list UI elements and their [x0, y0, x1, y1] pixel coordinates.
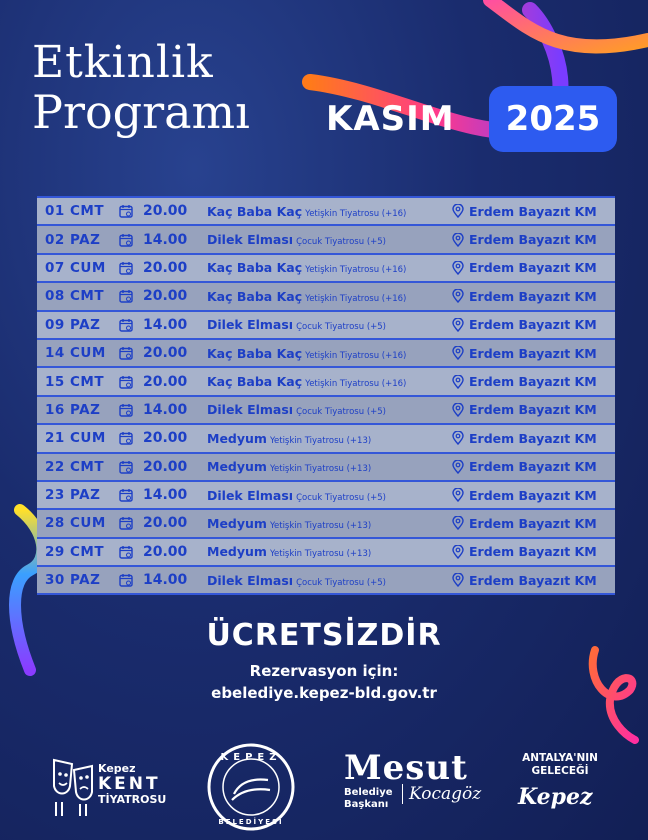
calendar-icon	[119, 289, 133, 303]
year-badge: 2025	[489, 86, 617, 152]
month-label: KASIM	[326, 99, 455, 139]
event-time: 20.00	[143, 259, 188, 276]
event-day: 30 PAZ	[45, 572, 101, 589]
play-genre: Yetişkin Tiyatrosu (+13)	[269, 464, 372, 475]
location-pin-icon	[451, 545, 465, 559]
calendar-icon	[119, 375, 133, 389]
calendar-icon	[119, 346, 133, 360]
play-genre: Çocuk Tiyatrosu (+5)	[296, 492, 386, 503]
calendar-icon	[119, 431, 133, 445]
event-venue: Erdem Bayazıt KM	[469, 515, 597, 531]
play-genre: Yetişkin Tiyatrosu (+16)	[305, 350, 407, 361]
location-pin-icon	[451, 375, 465, 389]
play-title: Dilek Elması	[207, 572, 294, 588]
event-day: 22 CMT	[45, 458, 105, 475]
event-day: 07 CUM	[45, 259, 106, 276]
mayor-title: Belediye Başkanı	[344, 787, 393, 810]
location-pin-icon	[451, 318, 465, 332]
theatre-masks-icon	[50, 756, 96, 818]
event-venue: Erdem Bayazıt KM	[469, 544, 597, 560]
play-title: Dilek Elması	[207, 232, 294, 248]
play-title: Kaç Baba Kaç	[207, 203, 303, 219]
calendar-icon	[119, 204, 133, 218]
location-pin-icon	[451, 431, 465, 445]
page-title-line2: Programı	[32, 85, 250, 139]
event-play	[207, 431, 443, 446]
event-play	[207, 289, 443, 304]
free-admission-label: ÜCRETSİZDİR	[206, 618, 442, 653]
play-genre: Yetişkin Tiyatrosu (+16)	[305, 379, 407, 390]
event-day: 01 CMT	[45, 203, 105, 220]
mayor-name: Mesut	[344, 748, 468, 788]
play-title: Kaç Baba Kaç	[207, 345, 303, 361]
event-time: 20.00	[143, 515, 188, 532]
calendar-icon	[119, 516, 133, 530]
play-genre: Çocuk Tiyatrosu (+5)	[296, 322, 386, 333]
play-title: Medyum	[207, 515, 267, 531]
table-row	[37, 567, 615, 593]
event-time: 14.00	[143, 572, 188, 589]
reservation-url[interactable]: ebelediye.kepez-bld.gov.tr	[211, 684, 437, 702]
location-pin-icon	[451, 460, 465, 474]
play-title: Kaç Baba Kaç	[207, 374, 303, 390]
svg-text:KEPEZ: KEPEZ	[220, 752, 282, 763]
event-play	[207, 488, 443, 503]
event-venue: Erdem Bayazıt KM	[469, 288, 597, 304]
calendar-icon	[119, 573, 133, 587]
event-venue: Erdem Bayazıt KM	[469, 317, 597, 333]
play-genre: Çocuk Tiyatrosu (+5)	[296, 577, 386, 588]
event-day: 14 CUM	[45, 345, 106, 362]
event-schedule-table	[37, 196, 615, 595]
table-row	[37, 226, 615, 252]
table-row	[37, 539, 615, 565]
event-play	[207, 402, 443, 417]
play-title: Medyum	[207, 544, 267, 560]
event-day: 08 CMT	[45, 288, 105, 305]
play-title: Dilek Elması	[207, 317, 294, 333]
calendar-icon	[119, 460, 133, 474]
location-pin-icon	[451, 488, 465, 502]
event-venue: Erdem Bayazıt KM	[469, 203, 597, 219]
location-pin-icon	[451, 346, 465, 360]
event-venue: Erdem Bayazıt KM	[469, 345, 597, 361]
event-venue: Erdem Bayazıt KM	[469, 374, 597, 390]
event-time: 14.00	[143, 231, 188, 248]
event-venue: Erdem Bayazıt KM	[469, 487, 597, 503]
event-time: 20.00	[143, 458, 188, 475]
play-title: Dilek Elması	[207, 402, 294, 418]
event-time: 20.00	[143, 345, 188, 362]
event-day: 09 PAZ	[45, 316, 101, 333]
location-pin-icon	[451, 233, 465, 247]
play-genre: Yetişkin Tiyatrosu (+13)	[269, 435, 372, 446]
kepez-signature: Kepez	[518, 784, 593, 810]
event-venue: Erdem Bayazıt KM	[469, 572, 597, 588]
kepez-belediyesi-seal	[206, 742, 296, 832]
play-title: Medyum	[207, 430, 267, 446]
table-row	[37, 482, 615, 508]
event-time: 20.00	[143, 543, 188, 560]
event-play	[207, 204, 443, 219]
event-day: 21 CUM	[45, 430, 106, 447]
event-play	[207, 260, 443, 275]
event-day: 29 CMT	[45, 543, 105, 560]
reservation-label: Rezervasyon için:	[249, 662, 399, 680]
table-row	[37, 198, 615, 224]
event-venue: Erdem Bayazıt KM	[469, 430, 597, 446]
calendar-icon	[119, 318, 133, 332]
reservation-info	[0, 660, 648, 704]
play-title: Medyum	[207, 459, 267, 475]
play-genre: Çocuk Tiyatrosu (+5)	[296, 407, 386, 418]
event-day: 02 PAZ	[45, 231, 101, 248]
event-play	[207, 573, 443, 588]
event-venue: Erdem Bayazıt KM	[469, 232, 597, 248]
calendar-icon	[119, 261, 133, 275]
play-genre: Çocuk Tiyatrosu (+5)	[296, 237, 386, 248]
event-time: 20.00	[143, 203, 188, 220]
location-pin-icon	[451, 261, 465, 275]
play-genre: Yetişkin Tiyatrosu (+16)	[305, 265, 407, 276]
play-genre: Yetişkin Tiyatrosu (+13)	[269, 520, 372, 531]
calendar-icon	[119, 233, 133, 247]
event-time: 20.00	[143, 373, 188, 390]
antalya-slogan: ANTALYA'NIN GELECEĞİ	[522, 752, 598, 777]
svg-text:BELEDİYESİ: BELEDİYESİ	[218, 818, 284, 826]
event-venue: Erdem Bayazıt KM	[469, 260, 597, 276]
event-day: 16 PAZ	[45, 401, 101, 418]
table-row	[37, 425, 615, 451]
event-venue: Erdem Bayazıt KM	[469, 459, 597, 475]
table-row	[37, 397, 615, 423]
event-time: 20.00	[143, 288, 188, 305]
play-title: Dilek Elması	[207, 487, 294, 503]
play-genre: Yetişkin Tiyatrosu (+16)	[305, 208, 407, 219]
location-pin-icon	[451, 289, 465, 303]
location-pin-icon	[451, 204, 465, 218]
location-pin-icon	[451, 573, 465, 587]
kent-tiyatrosu-logo-text: Kepez KENT TİYATROSU	[98, 762, 167, 806]
event-time: 14.00	[143, 401, 188, 418]
event-day: 15 CMT	[45, 373, 105, 390]
event-day: 28 CUM	[45, 515, 106, 532]
event-venue: Erdem Bayazıt KM	[469, 402, 597, 418]
play-title: Kaç Baba Kaç	[207, 288, 303, 304]
table-row	[37, 340, 615, 366]
table-row	[37, 368, 615, 394]
event-time: 14.00	[143, 316, 188, 333]
event-play	[207, 516, 443, 531]
event-play	[207, 459, 443, 474]
event-play	[207, 544, 443, 559]
event-time: 14.00	[143, 487, 188, 504]
play-title: Kaç Baba Kaç	[207, 260, 303, 276]
calendar-icon	[119, 403, 133, 417]
location-pin-icon	[451, 516, 465, 530]
mayor-surname: Kocagöz	[402, 784, 481, 804]
calendar-icon	[119, 545, 133, 559]
play-genre: Yetişkin Tiyatrosu (+13)	[269, 549, 372, 560]
event-play	[207, 346, 443, 361]
table-row	[37, 283, 615, 309]
table-row	[37, 312, 615, 338]
event-day: 23 PAZ	[45, 487, 101, 504]
calendar-icon	[119, 488, 133, 502]
page-title-line1: Etkinlik	[32, 37, 214, 88]
event-play	[207, 317, 443, 332]
play-genre: Yetişkin Tiyatrosu (+16)	[305, 293, 407, 304]
location-pin-icon	[451, 403, 465, 417]
event-time: 20.00	[143, 430, 188, 447]
event-play	[207, 232, 443, 247]
event-play	[207, 374, 443, 389]
table-row	[37, 510, 615, 536]
table-row	[37, 454, 615, 480]
table-row	[37, 255, 615, 281]
